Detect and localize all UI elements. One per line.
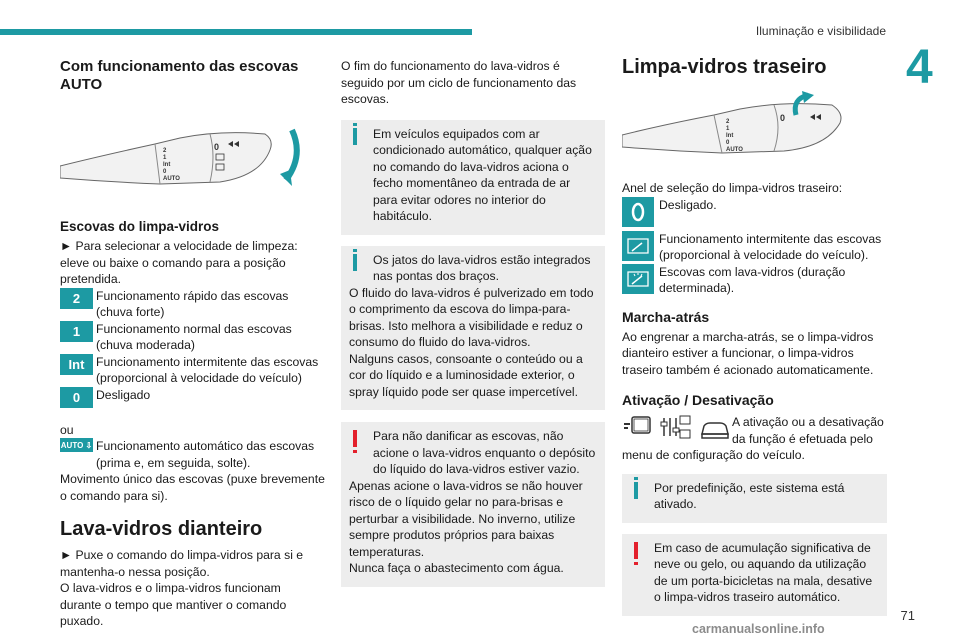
rear-ring-label-0: 0 bbox=[780, 113, 786, 123]
speed-row-2 bbox=[60, 288, 325, 321]
speed-row-1 bbox=[60, 321, 325, 354]
subheading-wiper-blades: Escovas do limpa-vidros bbox=[60, 219, 220, 234]
warning-note-washer: Para não danificar as escovas, não acione o lava-vidros enquanto o depósito do líquido do lava-vidros estiver vazio. Apenas acione o lava-vidros se não houver risco de o líquido gelar no para-brisas e perturbar a visibilidade. No inverno, utilize sempre produtos próprios para baixas temperaturas. Nunca faça o abastecimento com água. bbox=[341, 422, 605, 587]
ring-selector-title: Anel de seleção do limpa-vidros traseiro: bbox=[622, 181, 843, 195]
rear-stalk-label-1: 1 bbox=[726, 126, 730, 132]
column-right bbox=[622, 52, 887, 627]
stalk-label-2: 2 bbox=[163, 148, 167, 154]
menu-icons-group bbox=[622, 414, 732, 444]
stalk-label-int: Int bbox=[163, 162, 171, 168]
page-header-title: Iluminação e visibilidade bbox=[755, 24, 886, 38]
page-number: 71 bbox=[900, 608, 915, 623]
rear-stalk-label-2: 2 bbox=[726, 119, 730, 125]
badge-speed-0: 0 bbox=[60, 387, 93, 408]
header-accent-bar bbox=[0, 29, 472, 35]
warning-note-snow: Em caso de acumulação significativa de neve ou gelo, ou aquando da utilização de um porta-bicicletas na mala, desative o limpa-vidros traseiro automático. bbox=[622, 534, 887, 616]
rear-wiper-intermittent-icon bbox=[622, 231, 654, 261]
speed-row-int-text: Funcionamento intermitente das escovas (proporcional à velocidade do veículo) bbox=[96, 354, 319, 385]
subheading-activation: Ativação / Desativação bbox=[622, 392, 774, 408]
subheading-reverse-gear: Marcha-atrás bbox=[622, 308, 710, 325]
text-ou: ou bbox=[60, 422, 74, 437]
stalk-label-auto: AUTO bbox=[163, 176, 180, 182]
paragraph-single-sweep: Movimento único das escovas (puxe brevemente o comando para si). bbox=[60, 472, 325, 503]
chapter-number: 4 bbox=[906, 41, 933, 94]
info-note-default: Por predefinição, este sistema está ativado. bbox=[622, 474, 887, 523]
warning-icon bbox=[634, 542, 638, 559]
watermark: carmanualsonline.info bbox=[692, 622, 825, 636]
vehicle-settings-icon bbox=[661, 416, 690, 438]
section-heading-auto: Com funcionamento das escovas AUTO bbox=[60, 58, 299, 93]
info-note-air-conditioning: Em veículos equipados com ar condicionado automático, qualquer ação no comando do lava-vidros aciona o fecho momentâneo da entrada de ar para evitar odores no interior do habitáculo. bbox=[341, 120, 605, 235]
stalk-label-0: 0 bbox=[163, 169, 167, 175]
column-middle bbox=[341, 52, 605, 598]
badge-auto: AUTO ⇩ bbox=[60, 438, 93, 452]
ring-label-0: 0 bbox=[214, 142, 220, 152]
rear-wiper-stalk-illustration bbox=[622, 91, 862, 161]
speed-row-int bbox=[60, 354, 325, 387]
rear-row-intermittent bbox=[622, 231, 887, 264]
off-zero-icon bbox=[622, 197, 654, 227]
section-heading-rear-wiper: Limpa-vidros traseiro bbox=[622, 56, 827, 78]
column-left bbox=[60, 52, 325, 630]
badge-speed-1: 1 bbox=[60, 321, 93, 342]
menu-screen-icon bbox=[624, 417, 650, 433]
auto-row-text: Funcionamento automático das escovas (prima e, em seguida, solte). bbox=[96, 439, 315, 470]
info-icon bbox=[634, 482, 638, 499]
paragraph-pull-stalk: ► Puxe o comando do limpa-vidros para si e mantenha-o nessa posição. bbox=[60, 548, 304, 579]
info-note-washer-jets: Os jatos do lava-vidros estão integrados nas pontas dos braços. O fluido do lava-vidros é pulverizado em todo o comprimento da escova do limpa-para-brisas. Isto melhora a visibilidade e reduz o consumo do fluido do lava-vidros. Nalguns casos, consoante o conteúdo ou a cor do líquido e a luminosidade exterior, o spray líquido pode ser quase impercetível. bbox=[341, 246, 605, 411]
rear-washer-icon bbox=[622, 264, 654, 294]
speed-row-1-text: Funcionamento normal das escovas (chuva moderada) bbox=[96, 321, 292, 352]
section-heading-front-washer: Lava-vidros dianteiro bbox=[60, 518, 263, 540]
rear-stalk-label-auto: AUTO bbox=[726, 147, 743, 153]
speed-row-2-text: Funcionamento rápido das escovas (chuva forte) bbox=[96, 288, 289, 319]
info-icon bbox=[353, 128, 357, 145]
paragraph-washer-duration: O lava-vidros e o limpa-vidros funcionam durante o tempo que mantiver o comando puxado. bbox=[60, 581, 287, 628]
stalk-label-1: 1 bbox=[163, 155, 167, 161]
badge-speed-2: 2 bbox=[60, 288, 93, 309]
badge-speed-int: Int bbox=[60, 354, 93, 375]
rear-row-washer-text: Escovas com lava-vidros (duração determinada). bbox=[659, 264, 846, 295]
activation-text: A ativação ou a desativação da função é efetuada pelo menu de configuração do veículo. bbox=[622, 415, 884, 462]
paragraph-reverse-gear: Ao engrenar a marcha-atrás, se o limpa-vidros dianteiro estiver a funcionar, o limpa-vidros traseiro também é acionado automaticamente. bbox=[622, 329, 874, 377]
paragraph-washer-end: O fim do funcionamento do lava-vidros é seguido por um ciclo de funcionamento das escovas. bbox=[341, 59, 577, 106]
wiper-stalk-illustration bbox=[60, 116, 300, 194]
rear-row-washer bbox=[622, 264, 887, 297]
rear-stalk-label-0: 0 bbox=[726, 140, 730, 146]
rear-row-off-text: Desligado. bbox=[659, 197, 717, 212]
rear-row-intermittent-text: Funcionamento intermitente das escovas (proporcional à velocidade do veículo). bbox=[659, 231, 882, 262]
speed-row-0 bbox=[60, 387, 325, 408]
rear-stalk-label-int: Int bbox=[726, 133, 734, 139]
info-icon bbox=[353, 254, 357, 271]
rear-row-off bbox=[622, 197, 887, 227]
speed-row-0-text: Desligado bbox=[96, 387, 151, 402]
car-icon bbox=[702, 423, 728, 438]
activation-block bbox=[622, 414, 887, 464]
warning-icon bbox=[353, 430, 357, 447]
auto-row bbox=[60, 438, 325, 471]
paragraph-select-speed: ► Para selecionar a velocidade de limpeza: eleve ou baixe o comando para a posição pretendida. bbox=[60, 239, 298, 286]
